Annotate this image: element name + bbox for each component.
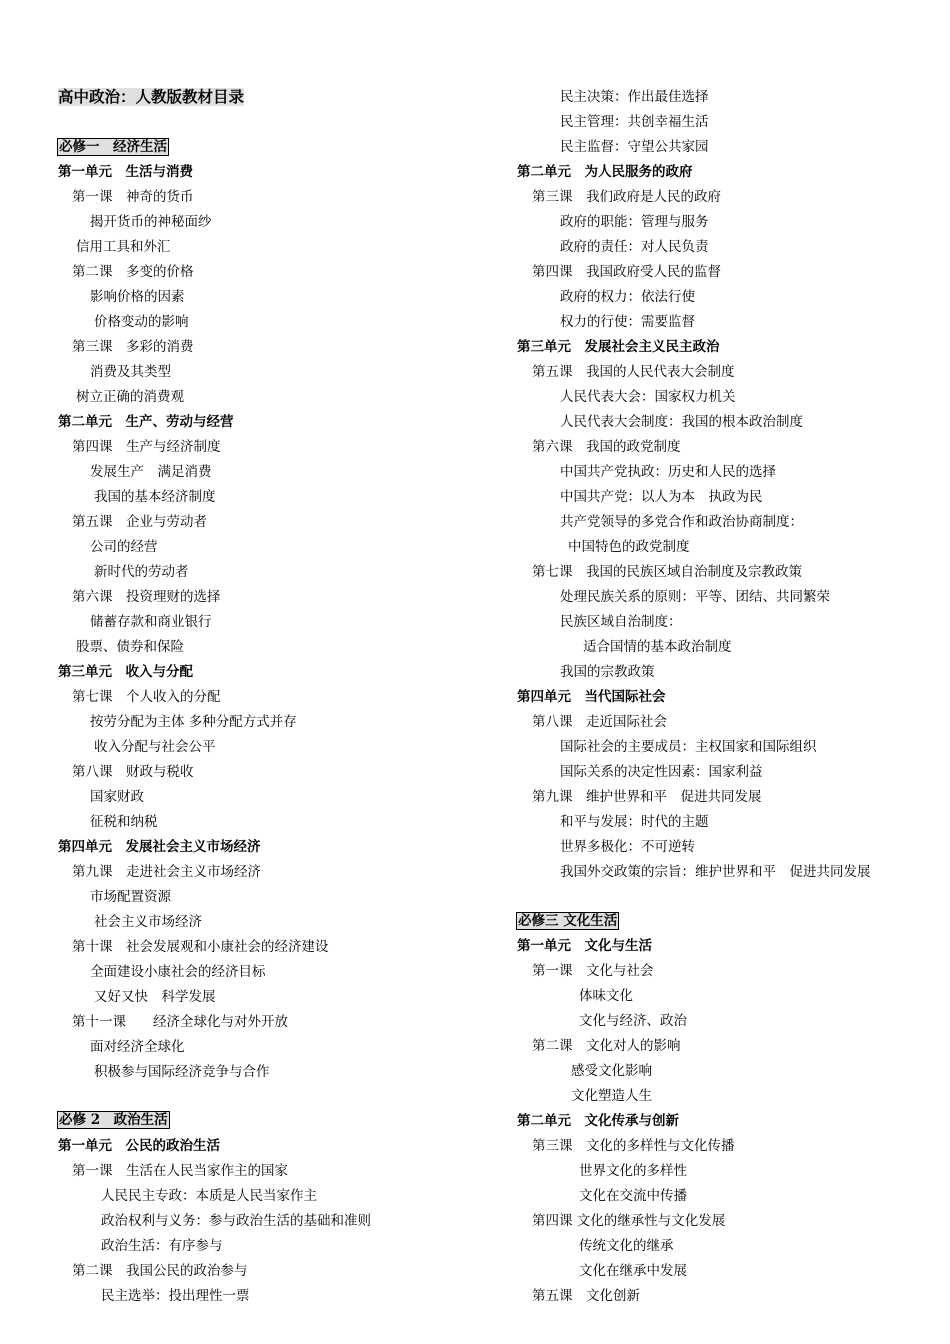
topic-item: 国际社会的主要成员：主权国家和国际组织 [560, 739, 817, 755]
topic-item: 信用工具和外汇 [76, 239, 171, 255]
topic-item: 民主决策：作出最佳选择 [560, 89, 709, 105]
lesson-item: 第七课 个人收入的分配 [72, 689, 221, 705]
lesson-item: 第十一课 经济全球化与对外开放 [72, 1014, 288, 1030]
lesson-item: 第一课 文化与社会 [532, 963, 654, 979]
topic-item: 面对经济全球化 [90, 1039, 185, 1055]
topic-item: 政府的责任：对人民负责 [560, 239, 709, 255]
topic-item: 中国共产党执政：历史和人民的选择 [560, 464, 776, 480]
topic-item: 政治权利与义务：参与政治生活的基础和准则 [101, 1213, 371, 1229]
topic-item: 文化在继承中发展 [579, 1263, 687, 1279]
lesson-item: 第二课 文化对人的影响 [532, 1038, 681, 1054]
lesson-item: 第一课 神奇的货币 [72, 189, 194, 205]
topic-item: 人民代表大会：国家权力机关 [560, 389, 736, 405]
topic-item: 收入分配与社会公平 [94, 739, 216, 755]
lesson-item: 第七课 我国的民族区域自治制度及宗教政策 [532, 564, 802, 580]
lesson-item: 第五课 文化创新 [532, 1288, 640, 1304]
lesson-item: 第六课 我国的政党制度 [532, 439, 681, 455]
lesson-item: 第三课 我们政府是人民的政府 [532, 189, 721, 205]
topic-item: 全面建设小康社会的经济目标 [90, 964, 266, 980]
topic-item: 民主管理：共创幸福生活 [560, 114, 709, 130]
topic-item: 公司的经营 [90, 539, 158, 555]
topic-item: 人民代表大会制度：我国的根本政治制度 [560, 414, 803, 430]
topic-item: 权力的行使：需要监督 [560, 314, 695, 330]
topic-item: 世界文化的多样性 [579, 1163, 687, 1179]
lesson-item: 第十课 社会发展观和小康社会的经济建设 [72, 939, 329, 955]
unit-heading: 第二单元 生产、劳动与经营 [58, 414, 234, 430]
topic-item: 股票、债券和保险 [76, 639, 184, 655]
unit-heading: 第二单元 为人民服务的政府 [517, 164, 693, 180]
lesson-item: 第三课 多彩的消费 [72, 339, 194, 355]
unit-heading: 第三单元 收入与分配 [58, 664, 193, 680]
lesson-item: 第八课 走近国际社会 [532, 714, 667, 730]
topic-item: 积极参与国际经济竞争与合作 [94, 1064, 270, 1080]
unit-heading: 第二单元 文化传承与创新 [517, 1113, 679, 1129]
unit-heading: 第一单元 文化与生活 [517, 938, 652, 954]
lesson-item: 第五课 企业与劳动者 [72, 514, 207, 530]
topic-item: 储蓄存款和商业银行 [90, 614, 212, 630]
topic-item: 民族区域自治制度： [560, 614, 682, 630]
topic-item: 市场配置资源 [90, 889, 171, 905]
lesson-item: 第四课 生产与经济制度 [72, 439, 221, 455]
section-heading: 必修一 经济生活 [59, 139, 167, 155]
topic-item: 价格变动的影响 [94, 314, 189, 330]
topic-item: 中国特色的政党制度 [568, 539, 690, 555]
topic-item: 发展生产 满足消费 [90, 464, 212, 480]
lesson-item: 第二课 我国公民的政治参与 [72, 1263, 248, 1279]
topic-item: 和平与发展：时代的主题 [560, 814, 709, 830]
topic-item: 体味文化 [579, 988, 633, 1004]
topic-item: 文化与经济、政治 [579, 1013, 687, 1029]
unit-heading: 第四单元 当代国际社会 [517, 689, 666, 705]
topic-item: 适合国情的基本政治制度 [583, 639, 732, 655]
lesson-item: 第九课 走进社会主义市场经济 [72, 864, 261, 880]
topic-item: 政府的职能：管理与服务 [560, 214, 709, 230]
topic-item: 文化塑造人生 [571, 1088, 652, 1104]
topic-item: 文化在交流中传播 [579, 1188, 687, 1204]
topic-item: 社会主义市场经济 [94, 914, 202, 930]
topic-item: 世界多极化：不可逆转 [560, 839, 695, 855]
unit-heading: 第一单元 公民的政治生活 [58, 1138, 220, 1154]
topic-item: 传统文化的继承 [579, 1238, 674, 1254]
topic-item: 民主选举：投出理性一票 [101, 1288, 250, 1304]
topic-item: 又好又快 科学发展 [94, 989, 216, 1005]
unit-heading: 第三单元 发展社会主义民主政治 [517, 339, 720, 355]
topic-item: 我国的宗教政策 [560, 664, 655, 680]
topic-item: 新时代的劳动者 [94, 564, 189, 580]
lesson-item: 第一课 生活在人民当家作主的国家 [72, 1163, 288, 1179]
topic-item: 按劳分配为主体 多种分配方式并存 [90, 714, 297, 730]
lesson-item: 第五课 我国的人民代表大会制度 [532, 364, 735, 380]
topic-item: 政府的权力：依法行使 [560, 289, 695, 305]
topic-item: 国家财政 [90, 789, 144, 805]
topic-item: 处理民族关系的原则：平等、团结、共同繁荣 [560, 589, 830, 605]
topic-item: 影响价格的因素 [90, 289, 185, 305]
topic-item: 民主监督：守望公共家园 [560, 139, 709, 155]
lesson-item: 第八课 财政与税收 [72, 764, 194, 780]
topic-item: 中国共产党：以人为本 执政为民 [560, 489, 763, 505]
lesson-item: 第三课 文化的多样性与文化传播 [532, 1138, 735, 1154]
topic-item: 感受文化影响 [571, 1063, 652, 1079]
section-heading: 必修 2 政治生活 [59, 1112, 168, 1128]
lesson-item: 第四课 我国政府受人民的监督 [532, 264, 721, 280]
lesson-item: 第九课 维护世界和平 促进共同发展 [532, 789, 762, 805]
section-heading: 必修三 文化生活 [518, 913, 618, 929]
lesson-item: 第六课 投资理财的选择 [72, 589, 221, 605]
unit-heading: 第四单元 发展社会主义市场经济 [58, 839, 261, 855]
topic-item: 人民民主专政：本质是人民当家作主 [101, 1188, 317, 1204]
topic-item: 政治生活：有序参与 [101, 1238, 223, 1254]
topic-item: 我国外交政策的宗旨：维护世界和平 促进共同发展 [560, 864, 871, 880]
topic-item: 征税和纳税 [90, 814, 158, 830]
topic-item: 消费及其类型 [90, 364, 171, 380]
lesson-item: 第二课 多变的价格 [72, 264, 194, 280]
unit-heading: 第一单元 生活与消费 [58, 164, 193, 180]
topic-item: 国际关系的决定性因素：国家利益 [560, 764, 763, 780]
topic-item: 我国的基本经济制度 [94, 489, 216, 505]
topic-item: 树立正确的消费观 [76, 389, 184, 405]
topic-item: 共产党领导的多党合作和政治协商制度： [560, 514, 803, 530]
lesson-item: 第四课 文化的继承性与文化发展 [532, 1213, 726, 1229]
document-title: 高中政治：人教版教材目录 [58, 87, 245, 106]
topic-item: 揭开货币的神秘面纱 [90, 214, 212, 230]
